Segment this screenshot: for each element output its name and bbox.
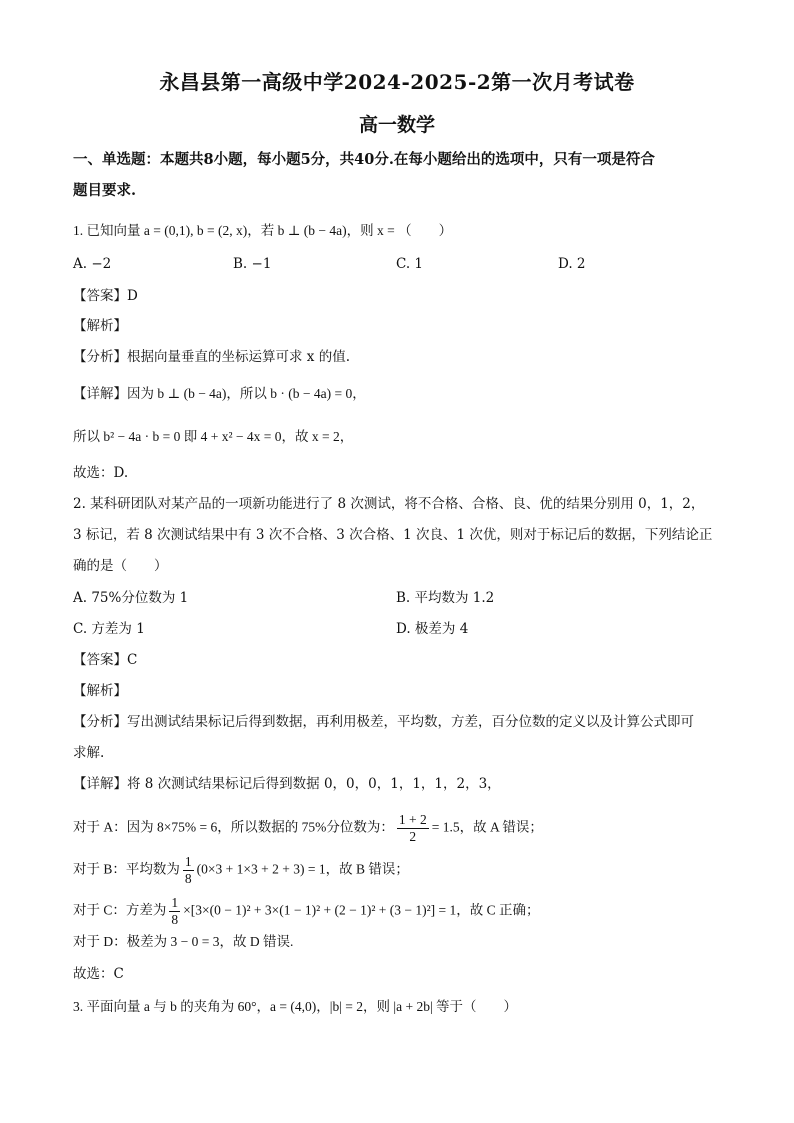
q2-xiangjie: 【详解】将 8 次测试结果标记后得到数据 0，0，0，1，1，1，2，3， xyxy=(73,776,501,792)
exam-title: 永昌县第一高级中学2024-2025-2第一次月考试卷 xyxy=(159,70,635,94)
q2-c-numerator: 1 xyxy=(171,895,179,910)
q1-option-d: D. 2 xyxy=(558,256,586,272)
q2-b-result: (0×3 + 1×3 + 2 + 3) = 1，故 B 错误； xyxy=(196,861,409,877)
q2-c-result: ×[3×(0 − 1)² + 3×(1 − 1)² + (2 − 1)² + (3 − 1)²] = 1，故 C 正确； xyxy=(183,902,540,918)
q2-option-c-solution xyxy=(73,895,733,928)
q2-c-fraction xyxy=(169,895,180,928)
q1-option-b: B. −1 xyxy=(233,256,272,272)
q2-fenxi-line2: 求解. xyxy=(73,745,105,761)
q2-option-d: D. 极差为 4 xyxy=(396,621,469,637)
q2-stem-line2: 3 标记，若 8 次测试结果中有 3 次不合格、3 次合格、1 次良、1 次优，则对于标记后的数据，下列结论正 xyxy=(73,527,713,543)
q2-option-b: B. 平均数为 1.2 xyxy=(396,590,495,606)
q2-answer: 【答案】C xyxy=(73,652,138,668)
q2-a-text: 对于 A：因为 8×75% = 6，所以数据的 75%分位数为： xyxy=(73,819,394,835)
q2-b-denominator: 8 xyxy=(184,871,192,886)
q2-choice: 故选：C xyxy=(73,966,124,982)
q2-a-fraction xyxy=(397,812,429,845)
section-heading: 一、单选题：本题共8小题，每小题5分，共40分.在每小题给出的选项中，只有一项是符合 xyxy=(73,151,655,168)
q1-stem: 1. 已知向量 a = (0,1), b = (2, x)，若 b ⊥ (b − 4a)，则 x = （ ） xyxy=(73,223,453,238)
q1-option-a: A. −2 xyxy=(73,256,112,272)
q2-fenxi-line1: 【分析】写出测试结果标记后得到数据，再利用极差，平均数，方差，百分位数的定义以及计算公式即可 xyxy=(73,714,694,730)
exam-subtitle: 高一数学 xyxy=(358,114,435,136)
q2-option-a: A. 75%分位数为 1 xyxy=(73,590,189,606)
q2-option-d-solution: 对于 D：极差为 3 − 0 = 3，故 D 错误. xyxy=(73,934,294,949)
q2-analysis-label: 【解析】 xyxy=(73,683,127,699)
q2-b-fraction xyxy=(183,854,194,887)
q2-a-denominator: 2 xyxy=(409,829,417,844)
q1-analysis-label: 【解析】 xyxy=(73,318,127,334)
q2-option-c: C. 方差为 1 xyxy=(73,621,145,637)
q1-step: 所以 b² − 4a · b = 0 即 4 + x² − 4x = 0，故 x = 2， xyxy=(73,429,354,444)
q2-c-denominator: 8 xyxy=(171,912,179,927)
section-heading-cont: 题目要求. xyxy=(73,182,137,199)
q3-stem: 3. 平面向量 a 与 b 的夹角为 60°，a = (4,0)，|b| = 2，则 |a + 2b| 等于（ ） xyxy=(73,999,518,1014)
q1-choice: 故选：D. xyxy=(73,465,129,481)
q2-c-text: 对于 C：方差为 xyxy=(73,902,167,918)
q2-option-b-solution xyxy=(73,854,733,887)
q2-option-a-solution xyxy=(73,812,733,845)
q1-answer: 【答案】D xyxy=(73,288,138,304)
q2-a-numerator: 1 + 2 xyxy=(398,812,427,827)
q2-b-text: 对于 B：平均数为 xyxy=(73,861,180,877)
q1-option-c: C. 1 xyxy=(396,256,424,272)
q2-stem-line3: 确的是（ ） xyxy=(73,558,168,574)
q2-a-result: = 1.5，故 A 错误； xyxy=(431,819,543,835)
q1-xiangjie: 【详解】因为 b ⊥ (b − 4a)，所以 b · (b − 4a) = 0， xyxy=(73,386,366,401)
q1-fenxi: 【分析】根据向量垂直的坐标运算可求 x 的值. xyxy=(73,349,350,365)
q2-b-numerator: 1 xyxy=(184,854,192,869)
q2-stem-line1: 2. 某科研团队对某产品的一项新功能进行了 8 次测试，将不合格、合格、良、优的结果分别用 0，1，2， xyxy=(73,496,705,512)
